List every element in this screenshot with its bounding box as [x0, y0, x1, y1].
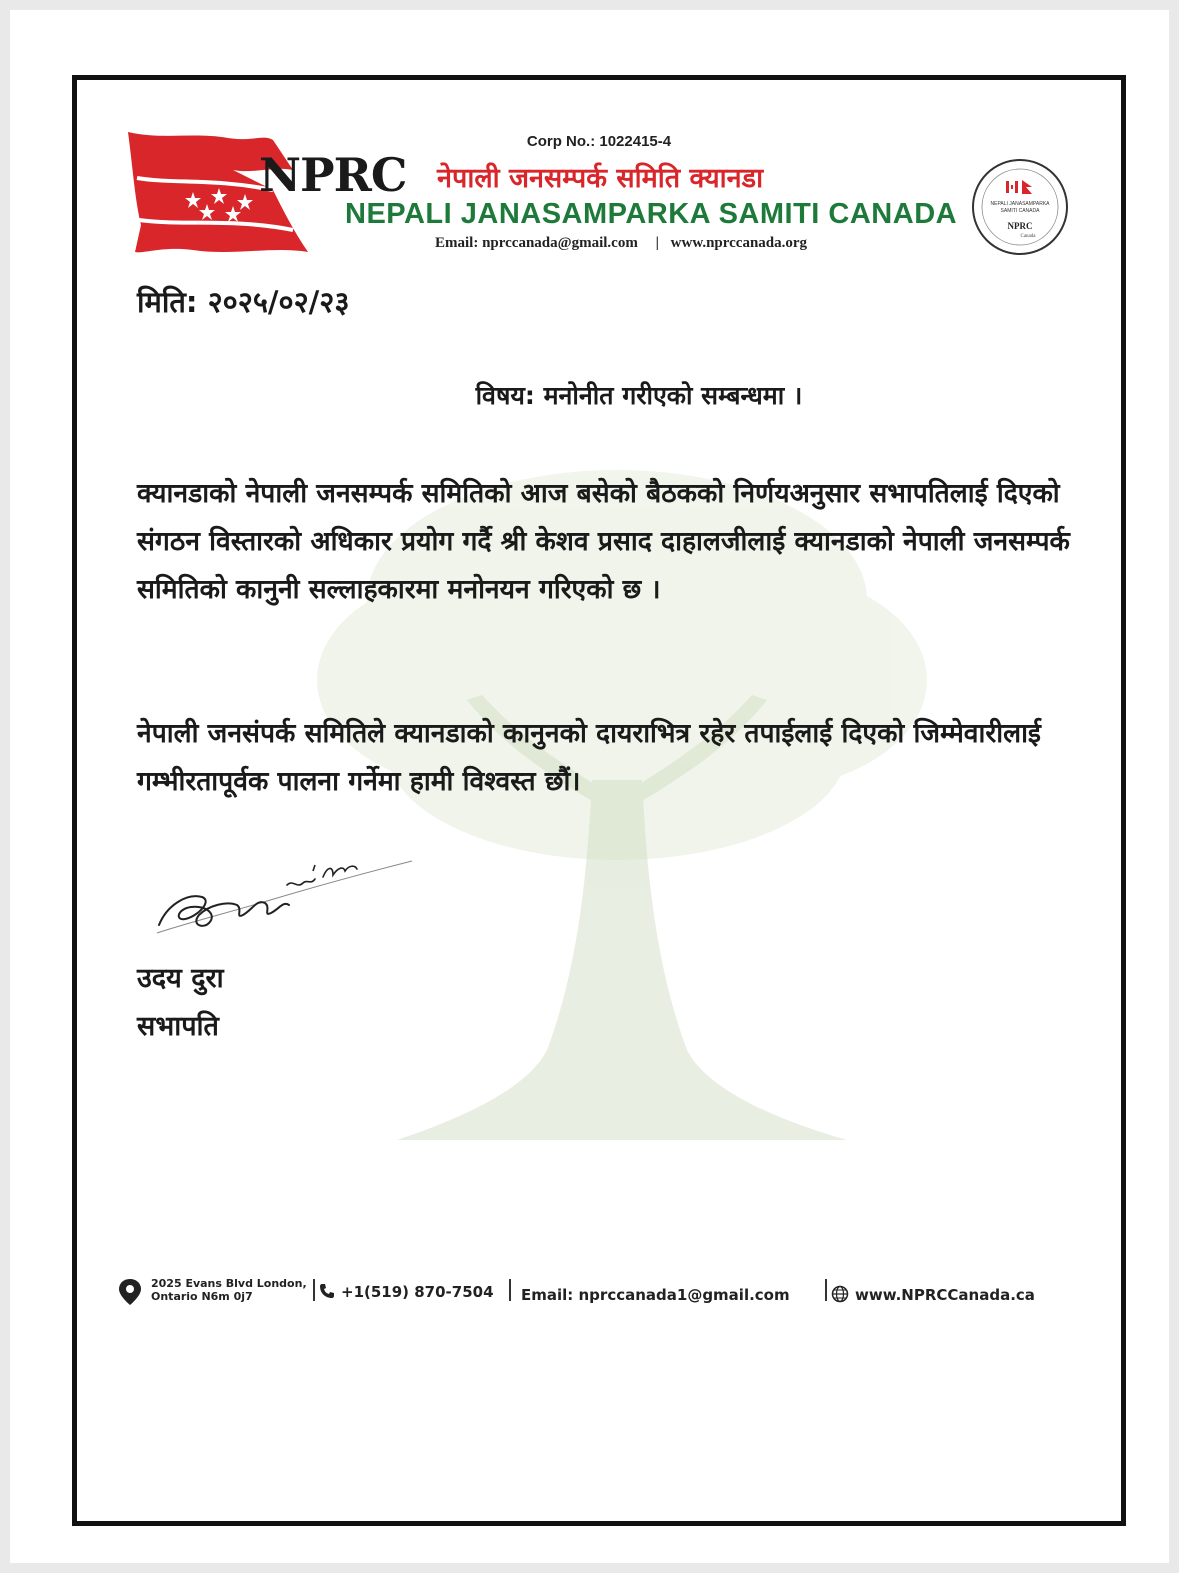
org-short-name: NPRC	[259, 148, 407, 202]
header-email[interactable]: Email: nprccanada@gmail.com	[435, 235, 638, 251]
signer-title: सभापति	[137, 1011, 219, 1042]
footer-website[interactable]: www.NPRCCanada.ca	[855, 1286, 1035, 1304]
footer-phone[interactable]: +1(519) 870-7504	[341, 1283, 494, 1301]
globe-icon	[831, 1285, 849, 1303]
footer-divider	[825, 1279, 827, 1301]
footer-address	[151, 1277, 311, 1303]
org-name-nepali: नेपाली जनसम्पर्क समिति क्यानडा	[437, 163, 764, 194]
letter-frame	[72, 75, 1126, 1526]
footer-divider	[313, 1279, 315, 1301]
seal-short: NPRC	[1007, 221, 1033, 231]
footer-contact-bar	[117, 1275, 1077, 1319]
seal-line2: SAMITI CANADA	[1000, 208, 1040, 214]
footer-email[interactable]: Email: nprccanada1@gmail.com	[521, 1286, 790, 1304]
seal-place: Canada	[1020, 234, 1036, 239]
document-sheet	[10, 10, 1169, 1563]
signer-name: उदय दुरा	[137, 963, 224, 994]
footer-divider	[509, 1279, 511, 1301]
letter-paragraph-2: नेपाली जनसंपर्क समितिले क्यानडाको कानुनको दायराभित्र रहेर तपाईलाई दिएको जिम्मेवारीलाई गम्भीरतापूर्वक पालना गर्नेमा हामी विश्वस्त छौं।	[137, 718, 1041, 797]
footer-address-line2: Ontario N6m 0j7	[151, 1290, 253, 1303]
header-contact	[435, 235, 807, 252]
location-pin-icon	[117, 1277, 143, 1307]
footer-address-line1: 2025 Evans Blvd London,	[151, 1277, 307, 1290]
org-name-english: NEPALI JANASAMPARKA SAMITI CANADA	[345, 198, 958, 230]
handwritten-signature	[147, 835, 417, 945]
letter-subject: विषय: मनोनीत गरीएको सम्बन्धमा ।	[475, 381, 803, 410]
phone-icon	[319, 1283, 335, 1299]
header-website[interactable]: www.nprccanada.org	[670, 235, 808, 251]
seal-line1: NEPALI JANASAMPARKA	[990, 201, 1050, 207]
organization-seal-logo	[970, 157, 1070, 257]
letter-paragraph-1: क्यानडाको नेपाली जनसम्पर्क समितिको आज बसेको बैठकको निर्णयअनुसार सभापतिलाई दिएको संगठन विस्तारको अधिकार प्रयोग गर्दै श्री केशव प्रसाद दाहालजीलाई क्यानडाको नेपाली जनसम्पर्क समितिको कानुनी सल्लाहकारमा मनोनयन गरिएको छ ।	[137, 478, 1070, 605]
letter-date: मिति: २०२५/०२/२३	[137, 285, 350, 319]
header-separator: |	[655, 235, 659, 251]
corp-number: Corp No.: 1022415-4	[526, 133, 672, 150]
